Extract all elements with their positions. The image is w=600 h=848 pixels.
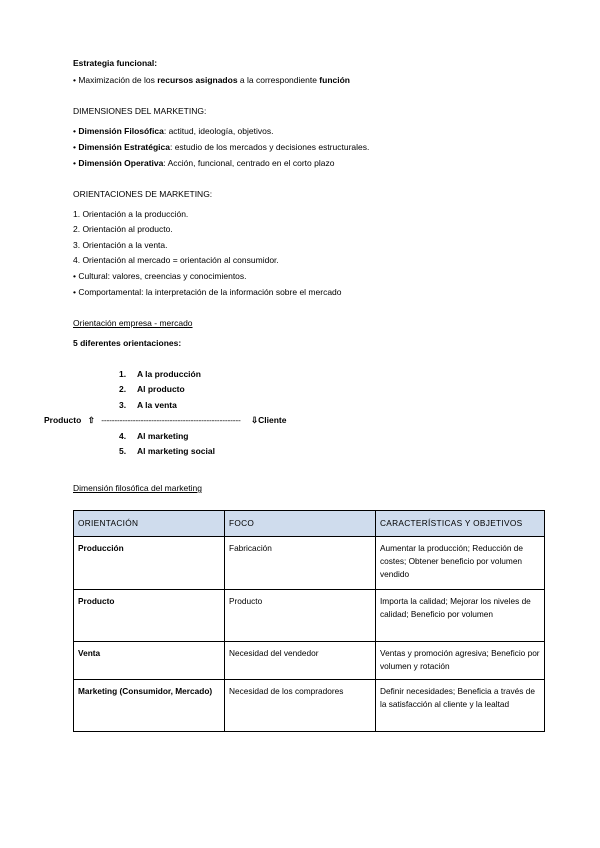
cell-orientation: Producción <box>74 537 225 590</box>
item-text: A la producción <box>137 369 201 379</box>
axis-left-label: Producto <box>44 415 82 425</box>
orientation-item: 1. Orientación a la producción. <box>73 209 189 219</box>
strategy-bullet-mid: a la correspondiente <box>237 75 320 85</box>
dimension-item-philosophical: • Dimensión Filosófica: actitud, ideología, objetivos. <box>73 126 274 136</box>
cell-characteristics: Importa la calidad; Mejorar los niveles de calidad; Beneficio por volumen <box>376 590 545 642</box>
orientation-item: • Comportamental: la interpretación de la información sobre el mercado <box>73 287 342 297</box>
item-number: 3. <box>119 400 127 410</box>
numbered-item <box>119 400 177 410</box>
philosophy-table <box>73 510 545 732</box>
orientation-item: 2. Orientación al producto. <box>73 224 173 234</box>
orientations-heading: ORIENTACIONES DE MARKETING: <box>73 189 213 199</box>
philosophy-heading: Dimensión filosófica del marketing <box>73 483 202 493</box>
item-number: 4. <box>119 431 127 441</box>
numbered-item <box>119 446 215 456</box>
orientation-item: 4. Orientación al mercado = orientación al consumidor. <box>73 255 279 265</box>
item-number: 2. <box>119 384 127 394</box>
strategy-bullet-bold: recursos asignados <box>157 75 238 85</box>
axis-dashes: ----------------------------------------------------- <box>101 415 241 425</box>
item-number: 5. <box>119 446 127 456</box>
cell-focus: Producto <box>225 590 376 642</box>
numbered-item <box>119 384 185 394</box>
cell-characteristics: Ventas y promoción agresiva; Beneficio por volumen y rotación <box>376 642 545 680</box>
dimension-label: Dimensión Estratégica <box>78 142 170 152</box>
dimension-item-operative: • Dimensión Operativa: Acción, funcional, centrado en el corto plazo <box>73 158 335 168</box>
arrow-up-icon: ⇧ <box>87 415 95 425</box>
numbered-item <box>119 431 189 441</box>
table-row <box>74 590 545 642</box>
column-header-focus: FOCO <box>225 511 376 537</box>
cell-focus: Fabricación <box>225 537 376 590</box>
item-number: 1. <box>119 369 127 379</box>
cell-focus: Necesidad del vendedor <box>225 642 376 680</box>
product-client-axis <box>44 415 286 426</box>
strategy-bullet-prefix: • Maximización de los <box>73 75 158 85</box>
dimension-label: Dimensión Filosófica <box>78 126 164 136</box>
table-row <box>74 642 545 680</box>
dimension-text: : estudio de los mercados y decisiones estructurales. <box>169 142 370 152</box>
dimension-text: : actitud, ideología, objetivos. <box>163 126 274 136</box>
company-market-subheading: 5 diferentes orientaciones: <box>73 338 182 348</box>
dimension-label: Dimensión Operativa <box>78 158 164 168</box>
item-text: Al marketing <box>137 431 189 441</box>
cell-orientation: Venta <box>74 642 225 680</box>
orientation-item: • Cultural: valores, creencias y conocimientos. <box>73 271 247 281</box>
column-header-characteristics: CARACTERÍSTICAS Y OBJETIVOS <box>376 511 545 537</box>
numbered-item <box>119 369 201 379</box>
dimensions-heading: DIMENSIONES DEL MARKETING: <box>73 106 207 116</box>
strategy-bullet <box>73 75 350 85</box>
orientation-item: 3. Orientación a la venta. <box>73 240 168 250</box>
strategy-title: Estrategia funcional: <box>73 58 158 68</box>
cell-orientation: Marketing (Consumidor, Mercado) <box>74 680 225 732</box>
item-text: Al marketing social <box>137 446 215 456</box>
cell-orientation: Producto <box>74 590 225 642</box>
dimension-item-strategic: • Dimensión Estratégica: estudio de los mercados y decisiones estructurales. <box>73 142 370 152</box>
table-row <box>74 680 545 732</box>
axis-right-label: Cliente <box>258 415 287 425</box>
cell-characteristics: Aumentar la producción; Reducción de costes; Obtener beneficio por volumen vendido <box>376 537 545 590</box>
table-row <box>74 537 545 590</box>
cell-focus: Necesidad de los compradores <box>225 680 376 732</box>
item-text: A la venta <box>137 400 177 410</box>
table-header-row <box>74 511 545 537</box>
company-market-heading: Orientación empresa - mercado <box>73 318 193 328</box>
item-text: Al producto <box>137 384 185 394</box>
arrow-down-icon: ⇩ <box>250 415 259 425</box>
cell-characteristics: Definir necesidades; Beneficia a través de la satisfacción al cliente y la lealtad <box>376 680 545 732</box>
column-header-orientation: ORIENTACIÓN <box>74 511 225 537</box>
strategy-bullet-bold2: función <box>319 75 350 85</box>
dimension-text: : Acción, funcional, centrado en el corto plazo <box>163 158 335 168</box>
